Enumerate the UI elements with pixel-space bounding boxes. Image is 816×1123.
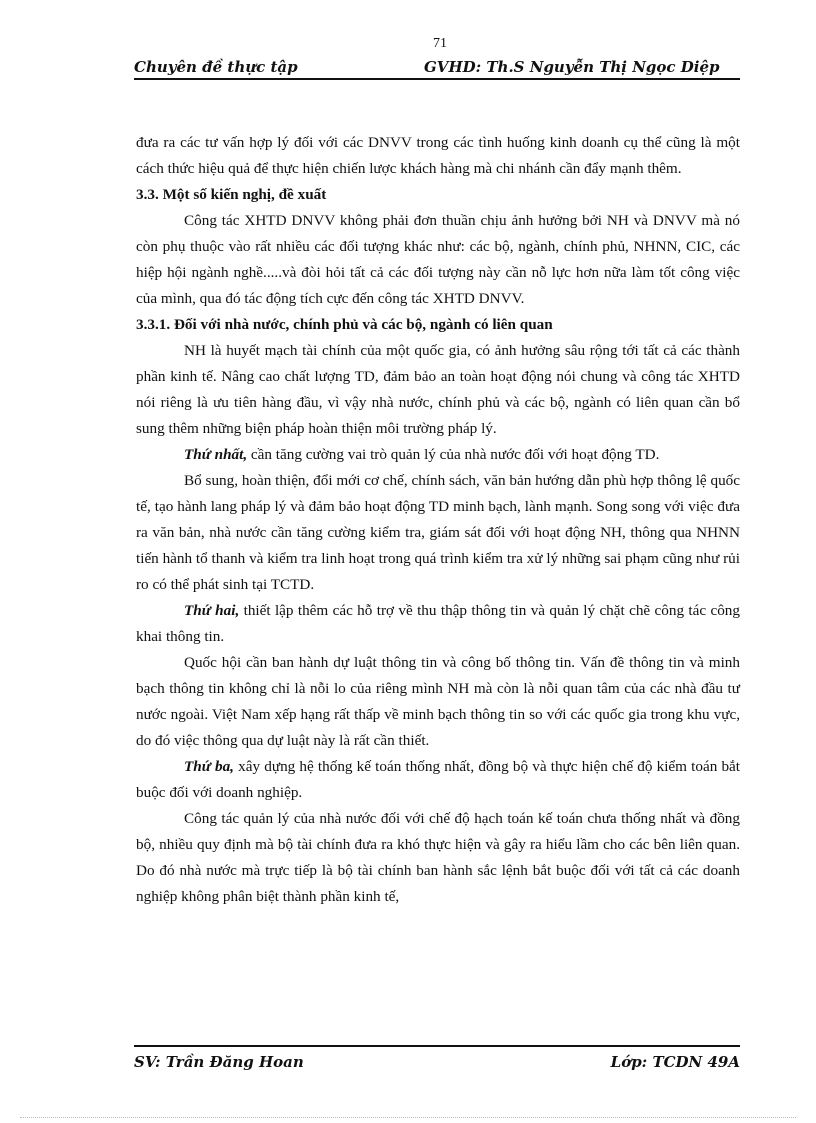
paragraph-6-text: thiết lập thêm các hỗ trợ về thu thập thông tin và quản lý chặt chẽ công tác công khai thông tin.: [136, 602, 740, 645]
header-left: Chuyên đề thực tập: [134, 58, 298, 76]
paragraph-3: NH là huyết mạch tài chính của một quốc gia, có ảnh hưởng sâu rộng tới tất cả các thành phần kinh tế. Nâng cao chất lượng TD, đảm bảo an toàn hoạt động nói chung và công tác XHTD nói riêng là ưu tiên hàng đầu, vì vậy nhà nước, chính phủ và các bộ, ngành có liên quan cần bổ sung thêm những biện pháp hoàn thiện môi trường pháp lý.: [136, 342, 740, 437]
paragraph-4-lead: Thứ nhất,: [184, 446, 248, 463]
paragraph-4-text: cần tăng cường vai trò quản lý của nhà nước đối với hoạt động TD.: [247, 446, 660, 463]
footer-right: Lớp: TCDN 49A: [610, 1053, 740, 1071]
page-bottom-divider: [20, 1117, 796, 1118]
paragraph-2: Công tác XHTD DNVV không phải đơn thuần chịu ảnh hưởng bởi NH và DNVV mà nó còn phụ thuộc vào rất nhiều các đối tượng khác như: các bộ, ngành, chính phủ, NHNN, CIC, các hiệp hội ngành nghề.....và đòi hỏi tất cả các đối tượng này cần nỗ lực hơn nữa làm tốt công việc của mình, qua đó tác động tích cực đến công tác XHTD DNVV.: [136, 212, 740, 307]
page-number: 71: [433, 36, 447, 51]
paragraph-4: [136, 442, 740, 468]
paragraph-1: đưa ra các tư vấn hợp lý đối với các DNVV trong các tình huống kinh doanh cụ thể cũng là một cách thức hiệu quả để thực hiện chiến lược khách hàng mà chi nhánh cần đẩy mạnh thêm.: [136, 134, 740, 177]
page-header: [134, 58, 740, 80]
paragraph-8-lead: Thứ ba,: [184, 758, 234, 775]
paragraph-6-lead: Thứ hai,: [184, 602, 240, 619]
footer-left: SV: Trần Đăng Hoan: [134, 1053, 304, 1071]
paragraph-8: [136, 754, 740, 806]
document-body: [136, 130, 740, 910]
paragraph-6: [136, 598, 740, 650]
header-right: GVHD: Th.S Nguyễn Thị Ngọc Diệp: [424, 58, 720, 76]
paragraph-7: Quốc hội cần ban hành dự luật thông tin và công bố thông tin. Vấn đề thông tin và minh bạch thông tin không chỉ là nỗi lo của riêng mình NH mà còn là nỗi quan tâm của các nhà đầu tư nước ngoài. Việt Nam xếp hạng rất thấp về minh bạch thông tin so với các quốc gia trong khu vực, do đó việc thông qua dự luật này là rất cần thiết.: [136, 654, 740, 749]
page-footer: [134, 1045, 740, 1075]
paragraph-8-text: xây dựng hệ thống kế toán thống nhất, đồng bộ và thực hiện chế độ kiểm toán bắt buộc đối với doanh nghiệp.: [136, 758, 741, 801]
paragraph-9: Công tác quản lý của nhà nước đối với chế độ hạch toán kế toán chưa thống nhất và đồng bộ, nhiều quy định mà bộ tài chính đưa ra khó thực hiện và gây ra hiểu lầm cho các bên liên quan. Do đó nhà nước mà trực tiếp là bộ tài chính ban hành sắc lệnh bắt buộc đối với tất cả các doanh nghiệp không phân biệt thành phần kinh tế,: [136, 810, 740, 905]
section-heading-3-3: 3.3. Một số kiến nghị, đề xuất: [136, 186, 327, 203]
section-heading-3-3-1: 3.3.1. Đối với nhà nước, chính phủ và các bộ, ngành có liên quan: [136, 316, 553, 333]
paragraph-5: Bổ sung, hoàn thiện, đổi mới cơ chế, chính sách, văn bản hướng dẫn phù hợp thông lệ quốc tế, tạo hành lang pháp lý và đảm bảo hoạt động TD minh bạch, lành mạnh. Song song với việc đưa ra văn bản, nhà nước cần tăng cường kiểm tra, giám sát đối với hoạt động NH, thông qua NHNN tiến hành tổ thanh và kiểm tra linh hoạt trong quá trình kiểm tra xử lý những sai phạm cũng như rủi ro có thể phát sinh tại TCTD.: [136, 472, 740, 593]
